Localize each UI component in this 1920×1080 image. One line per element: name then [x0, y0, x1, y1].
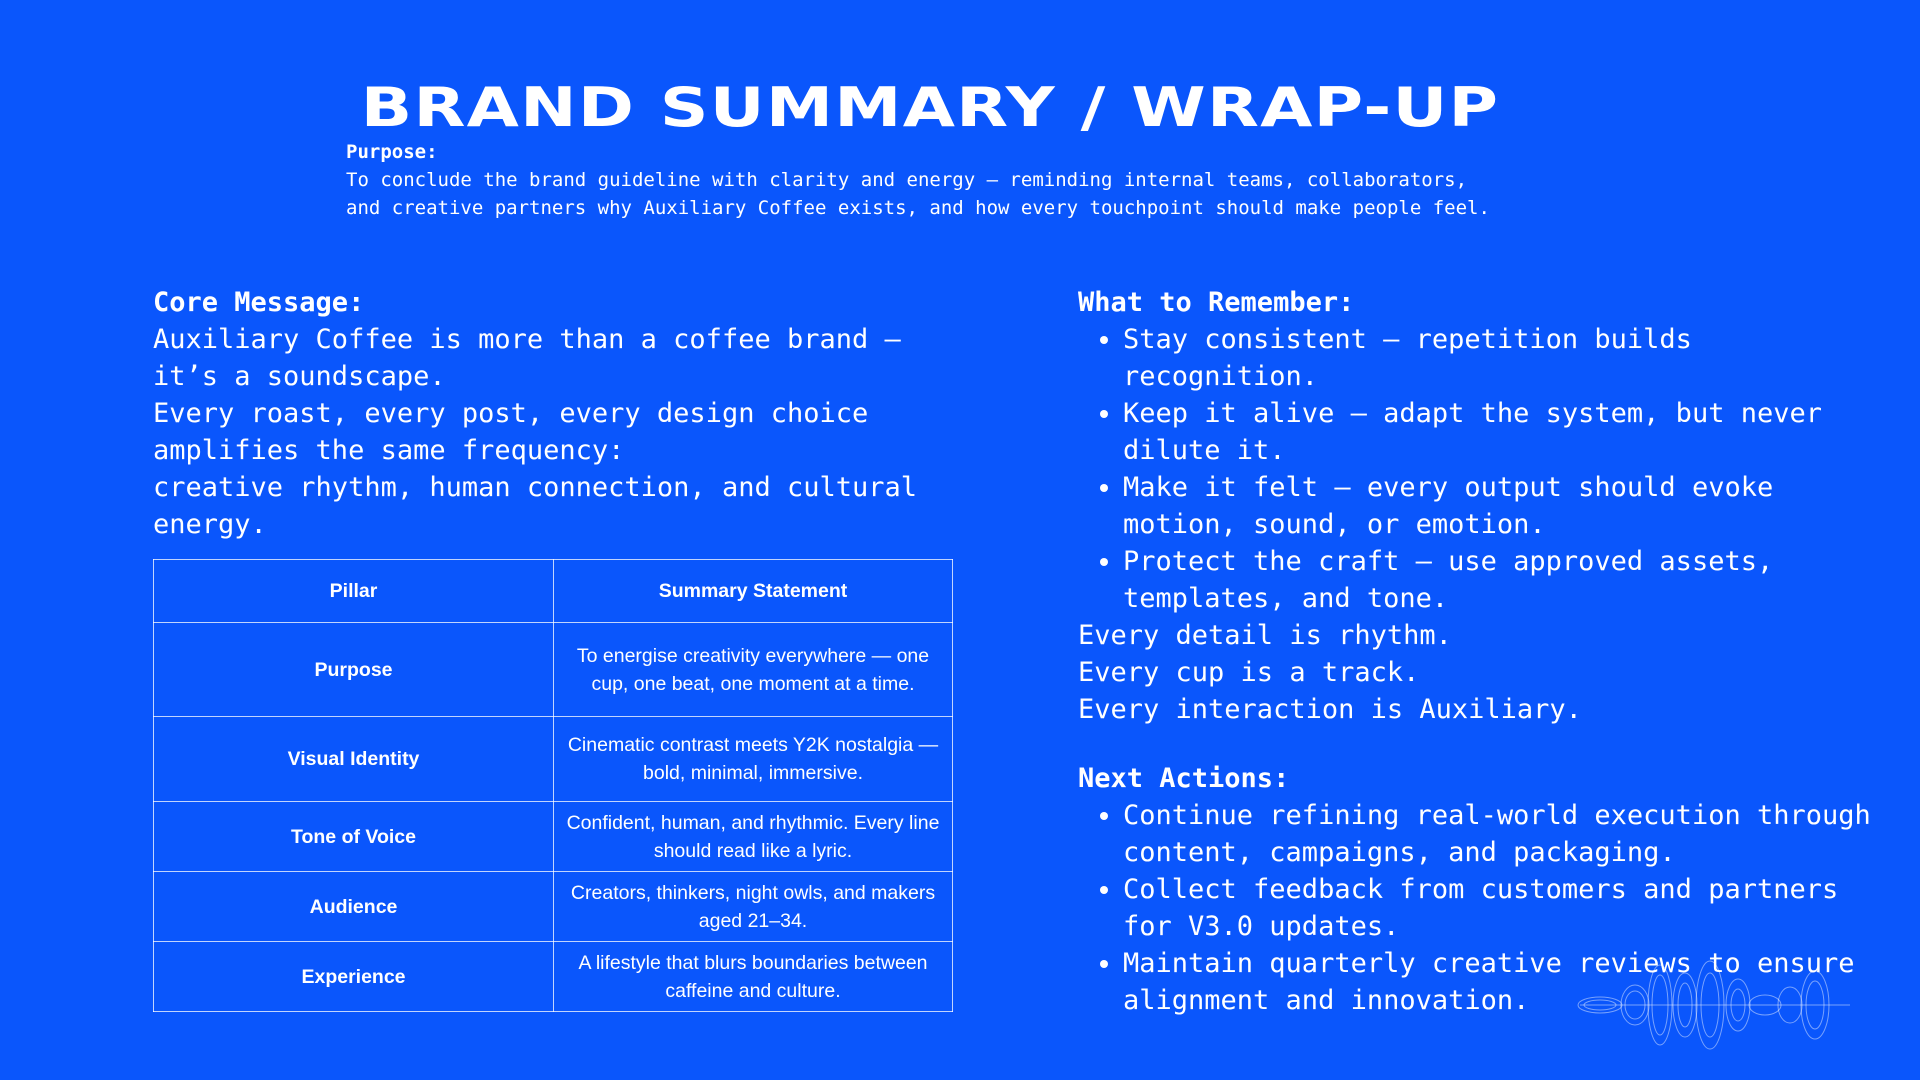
closing-line: Every interaction is Auxiliary.: [1078, 694, 1582, 725]
pillar-cell: Audience: [154, 872, 554, 942]
pillar-cell: Purpose: [154, 623, 554, 717]
purpose-line: and creative partners why Auxiliary Coffee exists, and how every touchpoint should make people feel.: [346, 197, 1490, 219]
pillar-summary-table: [153, 559, 953, 1012]
pillar-column-header: Pillar: [154, 560, 554, 623]
core-message-line: amplifies the same frequency:: [153, 435, 625, 466]
page-title: BRAND SUMMARY / WRAP-UP: [360, 76, 1500, 139]
purpose-label: Purpose:: [346, 141, 438, 163]
purpose-line: To conclude the brand guideline with clarity and energy — reminding internal teams, collaborators,: [346, 169, 1468, 191]
statement-cell: To energise creativity everywhere — one cup, one beat, one moment at a time.: [554, 623, 953, 717]
table-row: [154, 623, 953, 717]
core-message-section: [153, 284, 973, 543]
list-item: • Protect the craft — use approved assets, templates, and tone.: [1123, 543, 1878, 617]
table-row: [154, 717, 953, 802]
purpose-block: [346, 138, 1646, 222]
list-item: • Make it felt — every output should evoke motion, sound, or emotion.: [1123, 469, 1878, 543]
table-row: [154, 802, 953, 872]
list-item: • Maintain quarterly creative reviews to ensure alignment and innovation.: [1123, 945, 1878, 1019]
core-message-heading: Core Message:: [153, 287, 365, 318]
pillar-cell: Experience: [154, 942, 554, 1012]
table-row: [154, 872, 953, 942]
core-message-line: Every roast, every post, every design choice: [153, 398, 869, 429]
closing-line: Every detail is rhythm.: [1078, 620, 1452, 651]
core-message-line: creative rhythm, human connection, and cultural: [153, 472, 918, 503]
remember-section: [1078, 284, 1878, 1019]
list-item: • Continue refining real-world execution through content, campaigns, and packaging.: [1123, 797, 1878, 871]
pillar-cell: Visual Identity: [154, 717, 554, 802]
core-message-line: Auxiliary Coffee is more than a coffee brand —: [153, 324, 901, 355]
table-header-row: [154, 560, 953, 623]
next-actions-heading: Next Actions:: [1078, 763, 1290, 794]
sound-wave-icon: [1560, 960, 1860, 1060]
core-message-line: it’s a soundscape.: [153, 361, 446, 392]
pillar-cell: Tone of Voice: [154, 802, 554, 872]
table-row: [154, 942, 953, 1012]
statement-cell: Creators, thinkers, night owls, and makers aged 21–34.: [554, 872, 953, 942]
core-message-line: energy.: [153, 509, 267, 540]
list-item: • Keep it alive — adapt the system, but never dilute it.: [1123, 395, 1878, 469]
statement-column-header: Summary Statement: [554, 560, 953, 623]
closing-line: Every cup is a track.: [1078, 657, 1420, 688]
remember-heading: What to Remember:: [1078, 287, 1355, 318]
list-item: • Collect feedback from customers and partners for V3.0 updates.: [1123, 871, 1878, 945]
list-item: • Stay consistent — repetition builds recognition.: [1123, 321, 1878, 395]
statement-cell: Confident, human, and rhythmic. Every line should read like a lyric.: [554, 802, 953, 872]
remember-list: [1078, 321, 1878, 617]
statement-cell: A lifestyle that blurs boundaries between caffeine and culture.: [554, 942, 953, 1012]
statement-cell: Cinematic contrast meets Y2K nostalgia — bold, minimal, immersive.: [554, 717, 953, 802]
